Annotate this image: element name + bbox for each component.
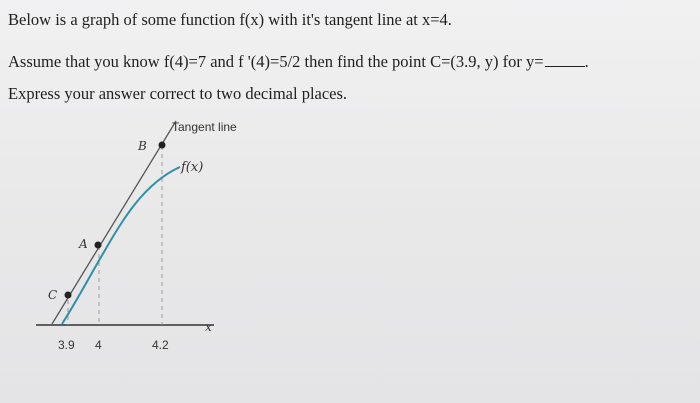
label-point-A: A — [79, 237, 88, 251]
answer-blank — [545, 52, 585, 67]
tick-label-4-2: 4.2 — [152, 338, 169, 352]
graph-svg — [0, 110, 700, 403]
question-line-3: Express your answer correct to two decimal places. — [8, 84, 348, 103]
point-A — [95, 242, 102, 249]
tick-label-3-9: 3.9 — [58, 338, 75, 352]
point-B — [159, 142, 166, 149]
point-C — [65, 292, 72, 299]
question-line-1: Below is a graph of some function f(x) with it's tangent line at x=4. — [8, 10, 452, 29]
tick-label-4: 4 — [95, 338, 102, 352]
label-function: f(x) — [181, 160, 204, 175]
label-point-B: B — [138, 139, 147, 153]
label-tangent-line: Tangent line — [172, 120, 237, 134]
question-line-2 — [8, 52, 589, 72]
label-x-axis: x — [205, 320, 212, 334]
question-line-2-suffix: . — [584, 52, 589, 71]
label-point-C: C — [48, 288, 58, 302]
graph-figure — [0, 110, 700, 403]
question-line-2-text: Assume that you know f(4)=7 and f '(4)=5/2 then find the point C=(3.9, y) for y= — [8, 52, 544, 71]
